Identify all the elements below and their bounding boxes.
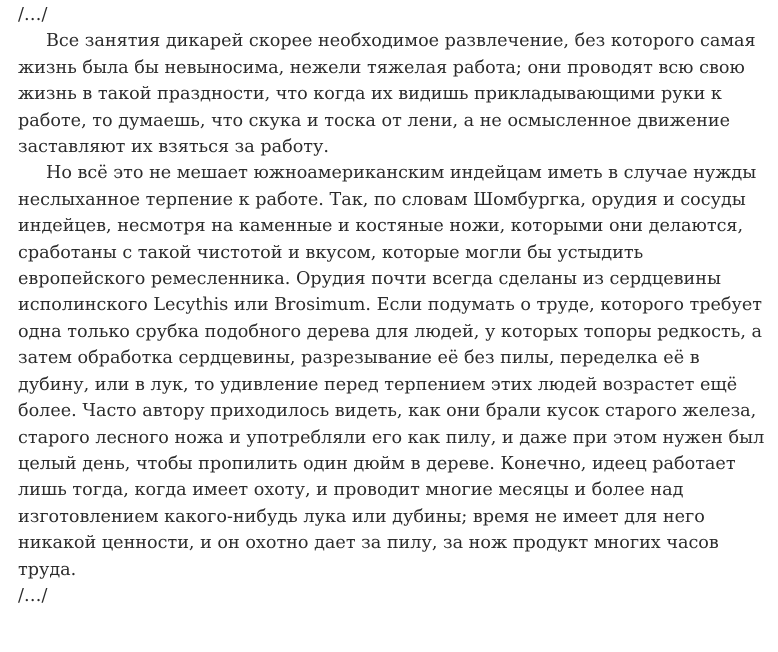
- text-line: лишь тогда, когда имеет охоту, и проводит многие месяцы и более над: [18, 480, 684, 501]
- text-line: европейского ремесленника. Орудия почти всегда сделаны из сердцевины: [18, 269, 721, 290]
- text-line: Все занятия дикарей скорее необходимое развлечение, без которого самая: [46, 31, 756, 52]
- text-line: дубину, или в лук, то удивление перед терпением этих людей возрастет ещё: [18, 374, 738, 395]
- text-line: исполинского Lecythis или Brosimum. Если подумать о труде, которого требует: [18, 295, 763, 316]
- text-line: сработаны с такой чистотой и вкусом, которые могли бы устыдить: [18, 242, 644, 263]
- paragraph-1: [18, 28, 768, 160]
- text-line: жизнь была бы невыносима, нежели тяжелая работа; они проводят всю свою: [18, 57, 745, 78]
- text-line: изготовлением какого-нибудь лука или дубины; время не имеет для него: [18, 506, 705, 527]
- omission-marker-top: /…/: [18, 5, 48, 25]
- text-line: жизнь в такой праздности, что когда их видишь прикладывающими руки к: [18, 84, 722, 105]
- paragraph-2: [18, 160, 768, 583]
- text-line: одна только срубка подобного дерева для людей, у которых топоры редкость, а: [18, 321, 763, 342]
- text-line: старого лесного ножа и употребляли его как пилу, и даже при этом нужен был: [18, 427, 765, 448]
- text-line: затем обработка сердцевины, разрезывание её без пилы, переделка её в: [18, 348, 700, 369]
- text-line: неслыханное терпение к работе. Так, по словам Шомбургка, орудия и сосуды: [18, 189, 746, 210]
- text-line: работе, то думаешь, что скука и тоска от лени, а не осмысленное движение: [18, 110, 730, 131]
- text-line: труда.: [18, 559, 77, 580]
- text-line: Но всё это не мешает южноамериканским индейцам иметь в случае нужды: [46, 163, 757, 184]
- text-line: никакой ценности, и он охотно дает за пилу, за нож продукт многих часов: [18, 533, 719, 554]
- text-line: индейцев, несмотря на каменные и костяные ножи, которыми они делаются,: [18, 216, 744, 237]
- omission-marker-bottom: /…/: [18, 585, 48, 606]
- text-line: заставляют их взяться за работу.: [18, 137, 329, 158]
- text-line: более. Часто автору приходилось видеть, как они брали кусок старого железа,: [18, 401, 757, 422]
- text-line: целый день, чтобы пропилить один дюйм в дереве. Конечно, идеец работает: [18, 453, 736, 474]
